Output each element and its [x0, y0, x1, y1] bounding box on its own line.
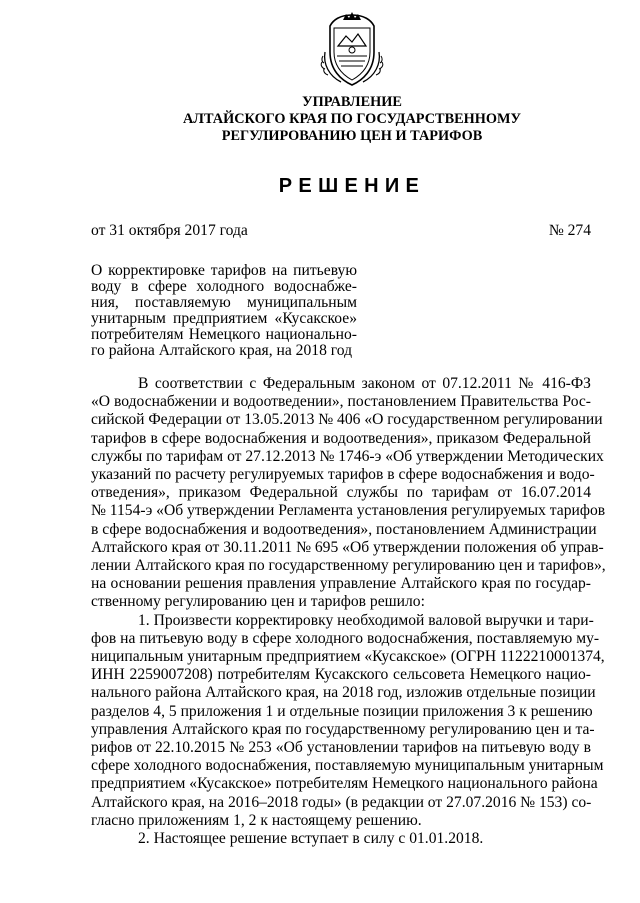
organization-line: РЕГУЛИРОВАНИЮ ЦЕН И ТАРИФОВ: [221, 128, 483, 144]
organization-line: АЛТАЙСКОГО КРАЯ ПО ГОСУДАРСТВЕННОМУ: [182, 111, 521, 127]
document-body: [91, 375, 606, 848]
body-line: Алтайского края, на 2016–2018 годы» (в редакции от 27.07.2016 № 153) со-: [91, 793, 592, 811]
subject-line: ния, поставляемую муниципальным: [91, 293, 357, 311]
subject-line: воду в сфере холодного водоснабже-: [91, 277, 357, 295]
body-line: ИНН 2259007208) потребителям Кусакского сельсовета Немецкого нацио-: [91, 666, 591, 684]
body-line: на основании решения правления управление Алтайского края по государ-: [91, 575, 591, 593]
body-line: указаний по расчету регулируемых тарифов в сфере водоснабжения и водо-: [91, 466, 595, 484]
body-line: управления Алтайского края по государственному регулированию цен и та-: [91, 720, 595, 738]
subject-line: го района Алтайского края, на 2018 год: [91, 341, 353, 359]
body-line: ниципальным унитарным предприятием «Кусакское» (ОГРН 1122210001374,: [91, 648, 605, 666]
body-line: 2. Настоящее решение вступает в силу с 01.01.2018.: [138, 830, 484, 848]
body-line: рифов от 22.10.2015 № 253 «Об установлении тарифов на питьевую воду в: [91, 739, 591, 757]
body-line: Алтайского края от 30.11.2011 № 695 «Об утверждении положения об управ-: [91, 538, 604, 556]
organization-name: [150, 94, 554, 145]
body-line: В соответствии с Федеральным законом от 07.12.2011 № 416-ФЗ: [138, 375, 591, 392]
body-line: тарифов в сфере водоснабжения и водоотведения», приказом Федеральной: [91, 429, 591, 447]
body-line: лении Алтайского края по государственному регулированию цен и тарифов»,: [91, 557, 606, 575]
body-line: фов на питьевую воду в сфере холодного водоснабжения, поставляемую му-: [91, 629, 600, 647]
body-line: службы по тарифам от 27.12.2013 № 1746-э «Об утверждении Методических: [91, 447, 604, 465]
organization-line: УПРАВЛЕНИЕ: [302, 94, 402, 110]
body-line: гласно приложениям 1, 2 к настоящему решению.: [91, 811, 422, 829]
subject-line: О корректировке тарифов на питьевую: [91, 262, 357, 279]
body-line: ственному регулированию цен и тарифов решило:: [91, 593, 425, 611]
subject-line: унитарным предприятием «Кусакское»: [91, 309, 357, 327]
body-line: предприятием «Кусакское» потребителям Немецкого национального района: [91, 775, 598, 793]
body-line: сийской Федерации от 13.05.2013 № 406 «О государственном регулировании: [91, 411, 603, 429]
body-line: разделов 4, 5 приложения 1 и отдельные позиции приложения 3 к решению: [91, 702, 593, 720]
body-line: «О водоснабжении и водоотведении», постановлением Правительства Рос-: [91, 393, 591, 411]
body-line: отведения», приказом Федеральной службы по тарифам от 16.07.2014: [91, 484, 591, 502]
document-subject: [91, 263, 357, 358]
document-type-title: РЕШЕНИЕ: [278, 175, 426, 197]
document-date: от 31 октября 2017 года: [91, 222, 248, 239]
body-line: нального района Алтайского края, на 2018 год, изложив отдельные позиции: [91, 684, 596, 702]
body-line: № 1154-э «Об утверждении Регламента установления регулируемых тарифов: [91, 502, 606, 520]
body-line: сфере холодного водоснабжения, поставляемую муниципальным унитарным: [91, 757, 604, 775]
body-line: 1. Произвести корректировку необходимой валовой выручки и тари-: [138, 611, 594, 629]
document-number: № 274: [548, 222, 591, 239]
body-line: в сфере водоснабжения и водоотведения», постановлением Администрации: [91, 520, 597, 538]
coat-of-arms-icon: [317, 12, 387, 88]
subject-line: потребителям Немецкого национально-: [91, 325, 357, 343]
